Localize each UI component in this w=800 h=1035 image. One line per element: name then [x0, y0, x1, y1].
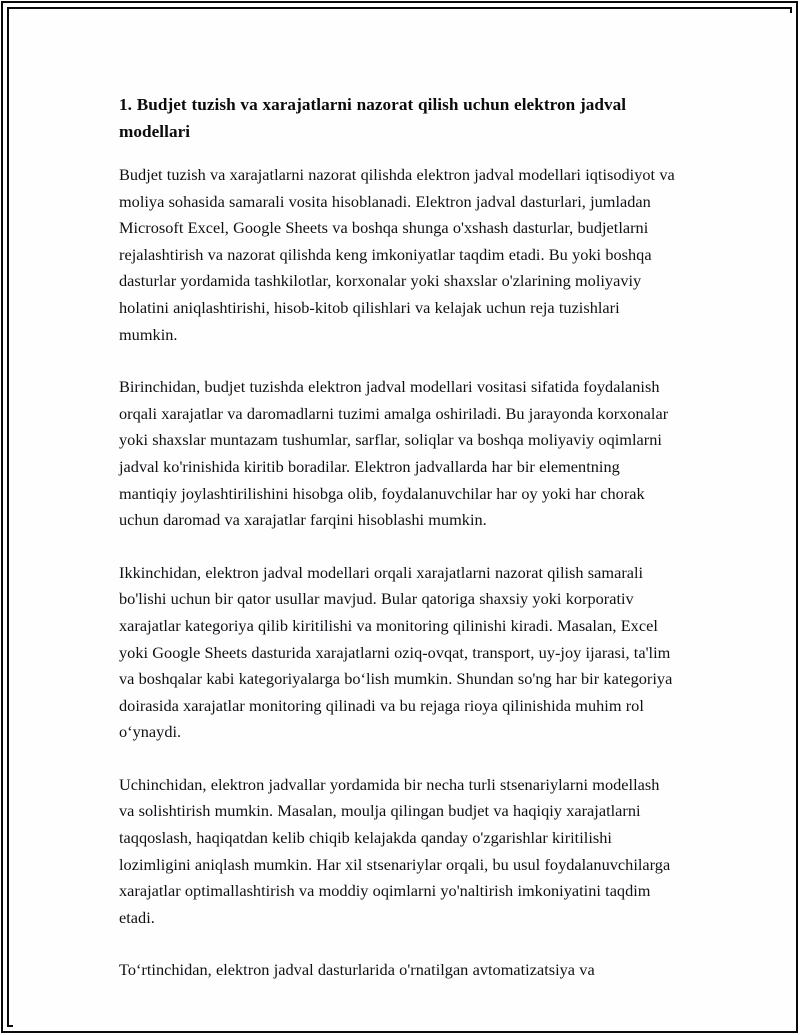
document-content — [119, 91, 675, 984]
document-page — [13, 13, 793, 1028]
paragraph-ikkinchidan: Ikkinchidan, elektron jadval modellari orqali xarajatlarni nazorat qilish samarali bo'lishi uchun bir qator usullar mavjud. Bular qatoriga shaxsiy yoki korporativ xarajatlar kategoriya qilib kiritilishi va monitoring qilinishi kiradi. Masalan, Excel yoki Google Sheets dasturida xarajatlarni oziq-ovqat, transport, uy-joy ijarasi, ta'lim va boshqalar kabi kategoriyalarga bo‘lish mumkin. Shundan so'ng har bir kategoriya doirasida xarajatlar monitoring qilinadi va bu rejaga rioya qilinishida muhim rol o‘ynaydi. — [119, 562, 673, 742]
paragraph-intro: Budjet tuzish va xarajatlarni nazorat qilishda elektron jadval modellari iqtisodiyot va moliya sohasida samarali vosita hisoblanadi. Elektron jadval dasturlari, jumladan Microsoft Excel, Google Sheets va boshqa shunga o'xshash dasturlar, budjetlarni rejalashtirish va nazorat qilishda keng imkoniyatlar taqdim etadi. Bu yoki boshqa dasturlar yordamida tashkilotlar, korxonalar yoki shaxslar o'zlarining moliyaviy holatini aniqlashtirishi, hisob-kitob qilishlari va kelajak uchun reja tuzishlari mumkin. — [119, 165, 675, 344]
paragraph-uchinchidan: Uchinchidan, elektron jadvallar yordamida bir necha turli stsenariylarni modellash va solishtirish mumkin. Masalan, moulja qilingan budjet va haqiqiy xarajatlarni taqqoslash, haqiqatdan kelib chiqib kelajakda qanday o'zgarishlar kiritilishi lozimligini aniqlash mumkin. Har xil stsenariylar orqali, bu usul foydalanuvchilarga xarajatlar optimallashtirish va moddiy oqimlarni yo'naltirish imkoniyatini taqdim etadi. — [119, 774, 671, 927]
paragraph-birinchidan: Birinchidan, budjet tuzishda elektron jadval modellari vositasi sifatida foydalanish orqali xarajatlar va daromadlarni tuzimi amalga oshiriladi. Bu jarayonda korxonalar yoki shaxslar muntazam tushumlar, sarflar, soliqlar va boshqa moliyaviy oqimlarni jadval ko'rinishida kiritib boradilar. Elektron jadvallarda har bir elementning mantiqiy joylashtirilishini hisobga olib, foydalanuvchilar har oy yoki har chorak uchun daromad va xarajatlar farqini hisoblashi mumkin. — [119, 377, 669, 530]
page-border-outer — [1, 1, 798, 1033]
paragraph-tortinchidan: To‘rtinchidan, elektron jadval dasturlarida o'rnatilgan avtomatizatsiya va — [119, 960, 595, 980]
page-title: 1. Budjet tuzish va xarajatlarni nazorat qilish uchun elektron jadval modellari — [119, 95, 627, 141]
